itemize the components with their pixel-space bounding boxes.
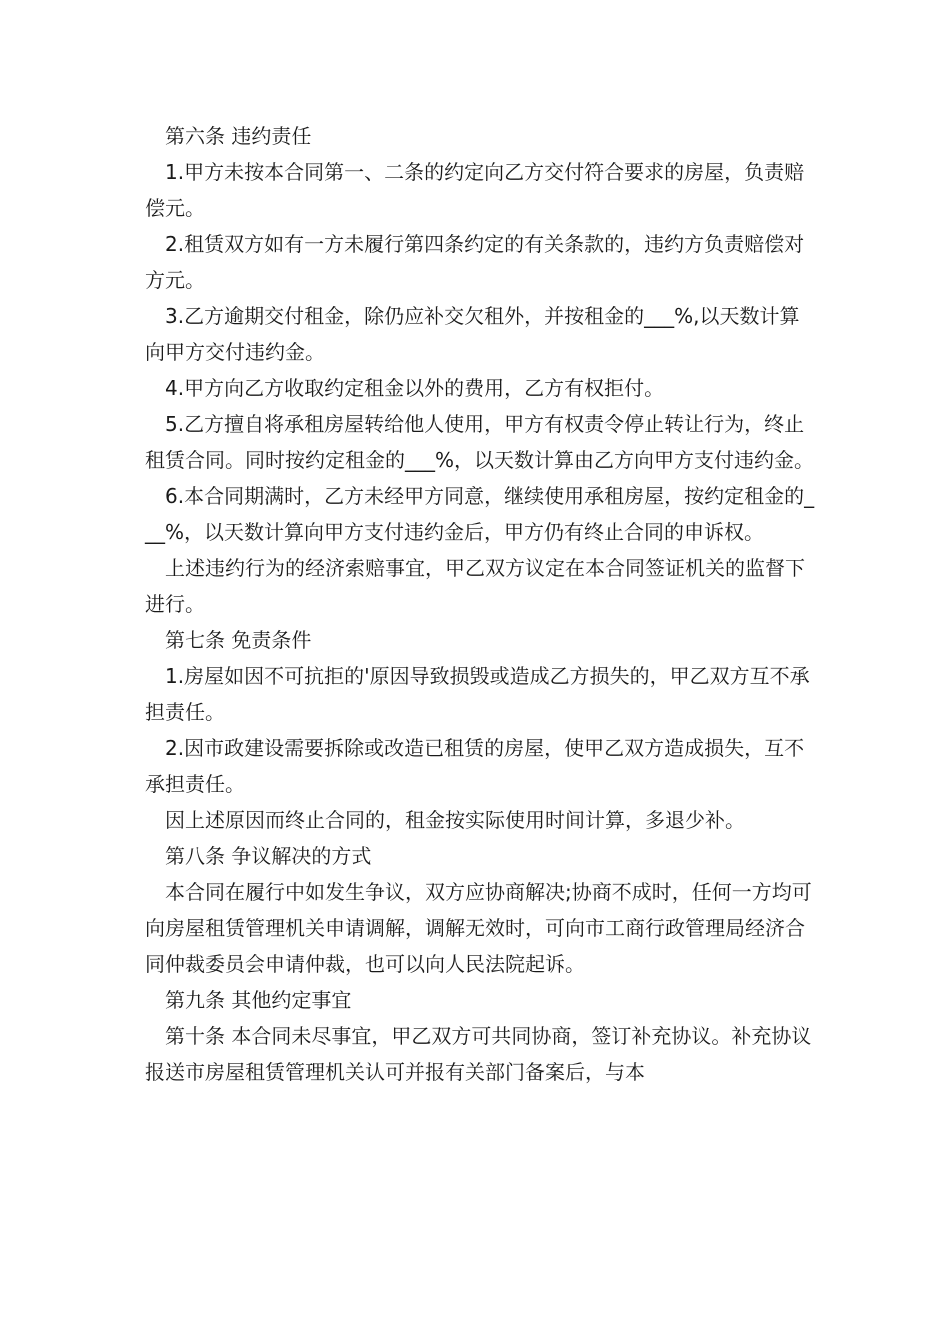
paragraph: 1.甲方未按本合同第一、二条的约定向乙方交付符合要求的房屋，负责赔偿元。: [145, 160, 805, 220]
paragraph: 6.本合同期满时，乙方未经甲方同意，继续使用承租房屋，按约定租金的___%，以天数计算向甲方支付违约金后，甲方仍有终止合同的申诉权。: [145, 484, 815, 544]
paragraph: 4.甲方向乙方收取约定租金以外的费用，乙方有权拒付。: [165, 376, 665, 400]
section-heading-article-8: 第八条 争议解决的方式: [165, 844, 372, 868]
paragraph: 1.房屋如因不可抗拒的'原因导致损毁或造成乙方损失的，甲乙双方互不承担责任。: [145, 664, 810, 724]
paragraph: 本合同在履行中如发生争议，双方应协商解决;协商不成时，任何一方均可向房屋租赁管理机关申请调解，调解无效时，可向市工商行政管理局经济合同仲裁委员会申请仲裁，也可以向人民法院起诉。: [145, 880, 812, 976]
paragraph: 上述违约行为的经济索赔事宜，甲乙双方议定在本合同签证机关的监督下进行。: [145, 556, 805, 616]
section-heading-article-9: 第九条 其他约定事宜: [165, 988, 352, 1012]
paragraph: 2.因市政建设需要拆除或改造已租赁的房屋，使甲乙双方造成损失，互不承担责任。: [145, 736, 805, 796]
paragraph: 3.乙方逾期交付租金，除仍应补交欠租外，并按租金的___%,以天数计算向甲方交付违约金。: [145, 304, 800, 364]
paragraph: 第十条 本合同未尽事宜，甲乙双方可共同协商，签订补充协议。补充协议报送市房屋租赁管理机关认可并报有关部门备案后，与本: [145, 1024, 812, 1084]
paragraph: 2.租赁双方如有一方未履行第四条约定的有关条款的，违约方负责赔偿对方元。: [145, 232, 805, 292]
document-body: [145, 118, 815, 1090]
section-heading-article-6: 第六条 违约责任: [165, 124, 312, 148]
paragraph: 5.乙方擅自将承租房屋转给他人使用，甲方有权责令停止转让行为，终止租赁合同。同时按约定租金的___%，以天数计算由乙方向甲方支付违约金。: [145, 412, 815, 472]
paragraph: 因上述原因而终止合同的，租金按实际使用时间计算，多退少补。: [165, 808, 745, 832]
section-heading-article-7: 第七条 免责条件: [165, 628, 312, 652]
